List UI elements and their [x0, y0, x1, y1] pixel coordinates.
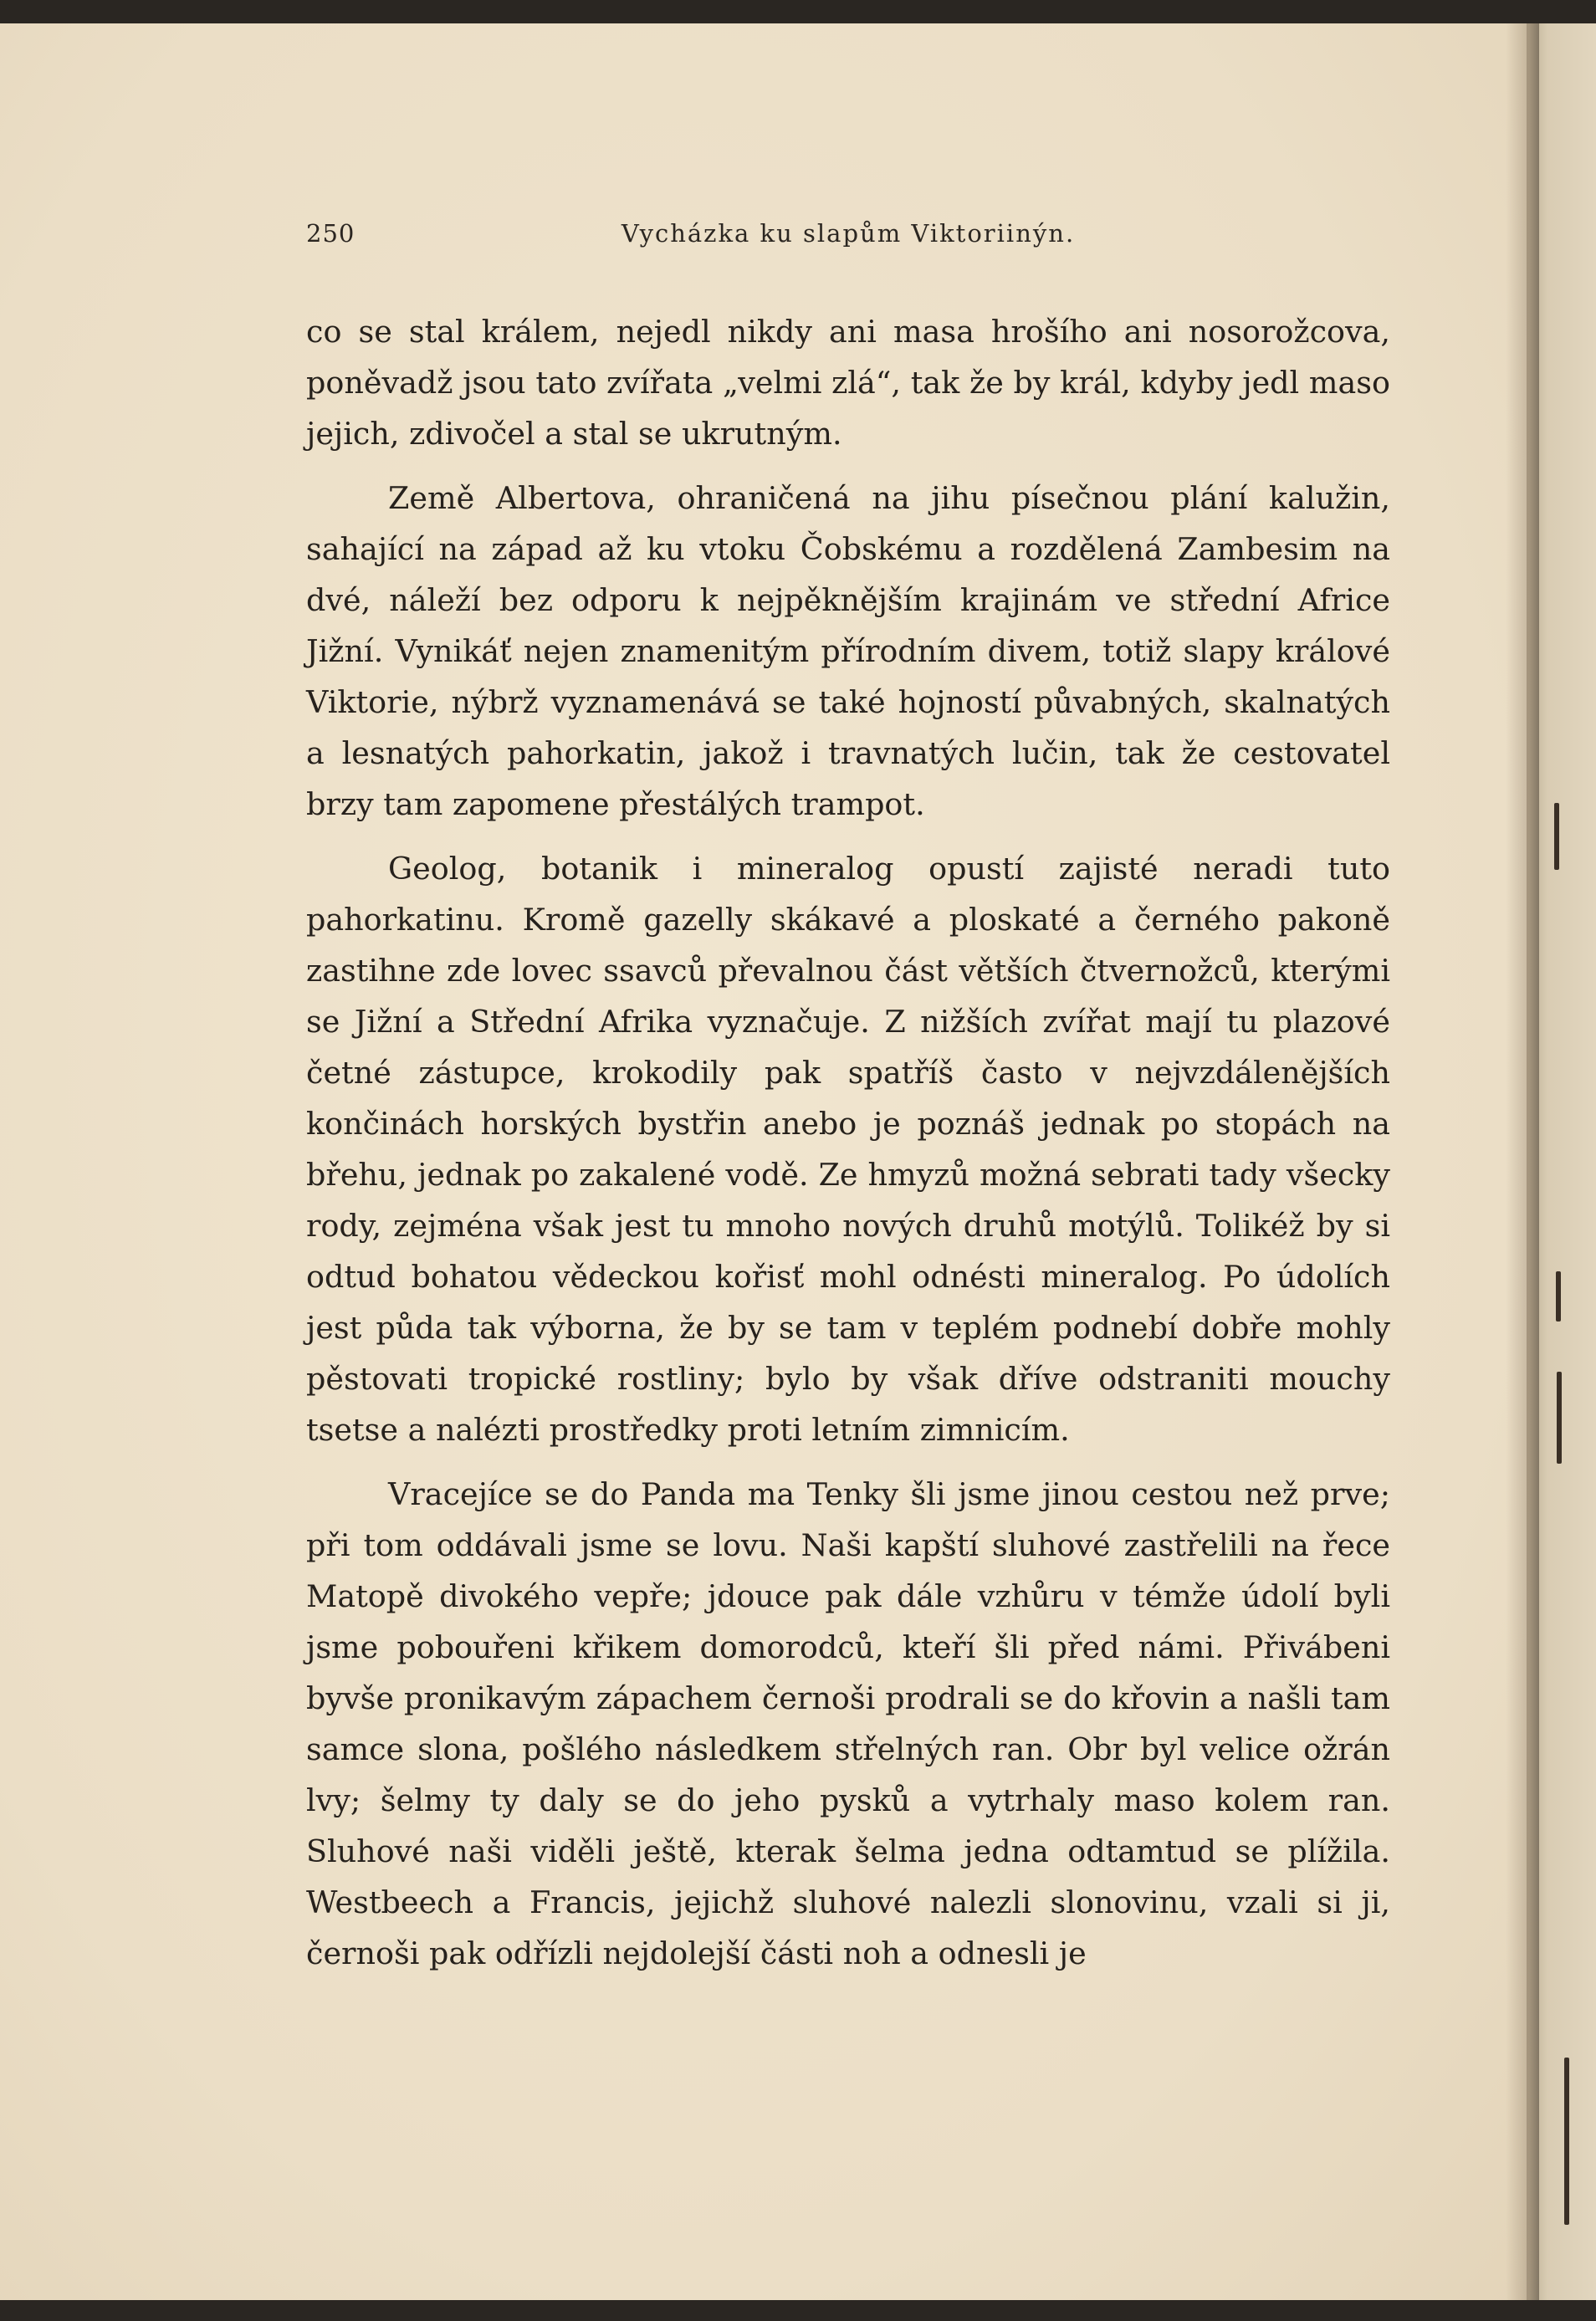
body-text	[306, 306, 1390, 1979]
paragraph: Geolog, botanik i mineralog opustí zajisté neradi tuto pahorkatinu. Kromě gazelly skákavé a ploskaté a černého pakoně zastihne zde lovec ssavců převalnou část větších čtvernožců, kterými se Jižní a Střední Afrika vyznačuje. Z nižších zvířat mají tu plazové četné zástupce, krokodily pak spatříš často v nejvzdálenějších končinách horských bystřin anebo je poznáš jednak po stopách na břehu, jednak po zakalené vodě. Ze hmyzů možná sebrati tady všecky rody, zejména však jest tu mnoho nových druhů motýlů. Tolikéž by si odtud bohatou vědeckou kořisť mohl odnésti mineralog. Po údolích jest půda tak výborna, že by se tam v teplém podnebí dobře mohly pěstovati tropické rostliny; bylo by však dříve odstraniti mouchy tsetse a nalézti prostředky proti letním zimnicím.	[306, 851, 1390, 1448]
page-edge-mark	[1556, 1271, 1561, 1322]
page-number: 250	[306, 219, 356, 248]
page-edge-mark	[1557, 1372, 1562, 1464]
running-head: Vycházka ku slapům Viktoriinýn.	[621, 219, 1076, 248]
page-header	[306, 219, 1390, 253]
paragraph: co se stal králem, nejedl nikdy ani masa hrošího ani nosorožcova, poněvadž jsou tato zvířata „velmi zlá“, tak že by král, kdyby jedl maso jejich, zdivočel a stal se ukrutným.	[306, 314, 1390, 452]
paragraph: Země Albertova, ohraničená na jihu písečnou plání kalužin, sahající na západ až ku vtoku Čobskému a rozdělená Zambesim na dvé, náleží bez odporu k nejpěknějším krajinám ve střední Africe Jižní. Vynikáť nejen znamenitým přírodním divem, totiž slapy králové Viktorie, nýbrž vyznamenává se také hojností půvabných, skalnatých a lesnatých pahorkatin, jakož i travnatých lučin, tak že cestovatel brzy tam zapomene přestálých trampot.	[306, 480, 1390, 822]
page-edge-mark	[1554, 803, 1559, 870]
page-edge-mark	[1564, 2058, 1569, 2225]
gutter-shadow	[1506, 23, 1539, 2300]
paragraph: Vracejíce se do Panda ma Tenky šli jsme jinou cestou než prve; při tom oddávali jsme se lovu. Naši kapští sluhové zastřelili na řece Matopě divokého vepře; jdouce pak dále vzhůru v témže údolí byli jsme pobouřeni křikem domorodců, kteří šli před námi. Přivábeni byvše pronikavým zápachem černoši prodrali se do křovin a našli tam samce slona, pošlého následkem střelných ran. Obr byl velice ožrán lvy; šelmy ty daly se do jeho pysků a vytrhaly maso kolem ran. Sluhové naši viděli ještě, kterak šelma jedna odtamtud se plížila. Westbeech a Francis, jejichž sluhové nalezli slonovinu, vzali si ji, černoši pak odřízli nejdolejší části noh a odnesli je	[306, 1476, 1390, 1971]
